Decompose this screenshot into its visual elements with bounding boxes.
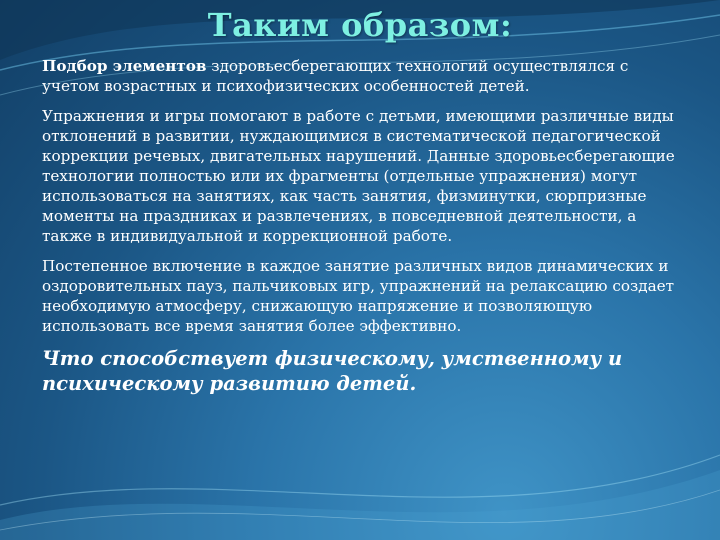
paragraph-lead: Подбор элементов <box>42 57 207 75</box>
paragraph-text: здоровьесберегающих технологий осуществлялся с учетом возрастных и психофизических особенностей детей. <box>42 57 629 95</box>
paragraph-pauses: Постепенное включение в каждое занятие различных видов динамических и оздоровительных пауз, пальчиковых игр, упражнений на релаксацию создает необходимую атмосферу, снижающую напряжение и позволяющую использовать все время занятия более эффективно. <box>42 257 675 335</box>
paragraph-selection <box>42 56 682 96</box>
paragraph-exercises: Упражнения и игры помогают в работе с детьми, имеющими различные виды отклонений в развитии, нуждающимися в систематической педагогической коррекции речевых, двигательных нарушений. Данные здоровьесберегающие технологии полностью или их фрагменты (отдельные упражнения) могут использоваться на занятиях, как часть занятия, физминутки, сюрпризные моменты на праздниках и развлечениях, в повседневной деятельности, а также в индивидуальной и коррекционной работе. <box>42 107 675 245</box>
conclusion-text: Что способствует физическому, умственному и психическому развитию детей. <box>42 347 623 395</box>
slide-title: Таким образом: <box>207 6 513 44</box>
slide-content <box>42 56 682 406</box>
